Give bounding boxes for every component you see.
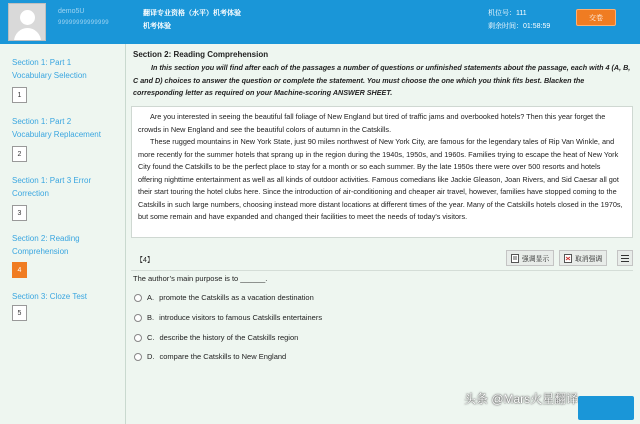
submit-exam-button[interactable]: 交卷 (576, 9, 616, 26)
option-text: promote the Catskills as a vacation destination (159, 293, 314, 302)
question-nav-3[interactable]: 3 (12, 205, 27, 221)
highlight-button[interactable] (506, 250, 554, 266)
sidebar-item-section-1-part-3[interactable]: Section 1: Part 3 Error Correction (12, 176, 92, 198)
sidebar-item-section-1-part-2[interactable]: Section 1: Part 2 Vocabulary Replacement (12, 117, 101, 139)
question-nav-5[interactable]: 5 (12, 305, 27, 321)
option-text: introduce visitors to famous Catskills entertainers (159, 313, 323, 322)
instructions: In this section you will find after each of the passages a number of questions or unfinished statements about the passage, each with 4 (A, B, C and D) choices to answer the question or complete the statement. You must choose the one which you think fits best. Blacken the corresponding letter as required on your Machine-scoring ANSWER SHEET. (133, 63, 631, 97)
section-title: Section 2: Reading Comprehension (133, 50, 269, 59)
next-button[interactable] (578, 396, 634, 420)
timer (488, 21, 550, 31)
cancel-highlight-button[interactable] (559, 250, 607, 266)
cancel-highlight-label: 取消强调 (575, 256, 603, 263)
exam-subtitle: 机考体验 (143, 23, 171, 30)
section-sidebar (0, 44, 126, 424)
option-text: compare the Catskills to New England (159, 352, 287, 361)
sidebar-item-section-3[interactable]: Section 3: Cloze Test (12, 292, 88, 301)
option-b[interactable] (134, 313, 322, 322)
option-letter: D. (147, 352, 155, 361)
exam-title: 翻译专业资格（水平）机考体验 (143, 10, 241, 17)
question-nav-2[interactable]: 2 (12, 146, 27, 162)
sidebar-item-section-1-part-1[interactable]: Section 1: Part 1 Vocabulary Selection (12, 58, 87, 80)
sidebar-item-section-2[interactable]: Section 2: Reading Comprehension (12, 234, 80, 256)
question-area (126, 44, 640, 424)
machine-label: 机位号： (488, 10, 516, 17)
highlight-icon (511, 254, 519, 263)
radio-button[interactable] (134, 334, 142, 342)
question-number: 【4】 (136, 257, 154, 264)
machine-info (488, 8, 527, 18)
passage-paragraph: Are you interested in seeing the beautiful fall foliage of New England but tired of traffic jams and overbooked hotels? Then this year forget the crowds in New England and see the beautiful colors of autumn in the Catskills. (138, 112, 606, 134)
passage-paragraph: These rugged mountains in New York State, just 90 miles northwest of New York City, are famous for the legendary tales of Rip Van Winkle, and more recently for the summer hotels that sprang up in the region during the 1940s, 1950s, and 1960s. Families trying to escape the heat of New York City found the Catskills to be the perfect place to stay for a month or so each summer. By the late 1950s there were over 500 resorts and hotels offering nighttime entertainment as well as all kinds of outdoor activities. Famous comedians like Jackie Gleason, Joan Rivers, and Sid Caesar all got their start touring the hotel clubs here. Since the introduction of air-conditioning and cheaper air travel, however, families have stopped coming to the Catskills in such large numbers, choosing instead more distant locations at different times of the year. Many of the Catskills hotels closed in the 1970s, but some remain and have expanded and changed their facilities to meet the needs of today's visitors. (138, 137, 623, 221)
menu-icon[interactable] (617, 250, 633, 266)
option-d[interactable] (134, 352, 286, 361)
time-remaining: 01:58:59 (523, 23, 551, 30)
watermark: 头条 @Mars火星翻译 (464, 392, 579, 406)
time-label: 剩余时间： (488, 23, 523, 30)
user-name: demo5U (58, 8, 85, 15)
question-nav-4[interactable]: 4 (12, 262, 27, 278)
option-letter: A. (147, 293, 155, 302)
option-text: describe the history of the Catskills region (159, 333, 299, 342)
reading-passage[interactable] (131, 106, 633, 238)
option-letter: C. (147, 333, 155, 342)
top-bar (0, 0, 640, 44)
avatar (8, 3, 46, 41)
highlight-label: 强调显示 (522, 256, 550, 263)
question-stem: The author’s main purpose is to ______. (133, 274, 268, 283)
user-id: 99999999999999 (58, 20, 109, 26)
machine-number: 111 (516, 10, 527, 17)
cancel-highlight-icon (564, 254, 572, 263)
radio-button[interactable] (134, 314, 142, 322)
divider (131, 270, 633, 271)
option-a[interactable] (134, 293, 314, 302)
option-letter: B. (147, 313, 155, 322)
question-nav-1[interactable]: 1 (12, 87, 27, 103)
radio-button[interactable] (134, 353, 142, 361)
radio-button[interactable] (134, 294, 142, 302)
avatar-head-icon (20, 10, 35, 25)
avatar-body-icon (14, 28, 41, 41)
option-c[interactable] (134, 333, 298, 342)
